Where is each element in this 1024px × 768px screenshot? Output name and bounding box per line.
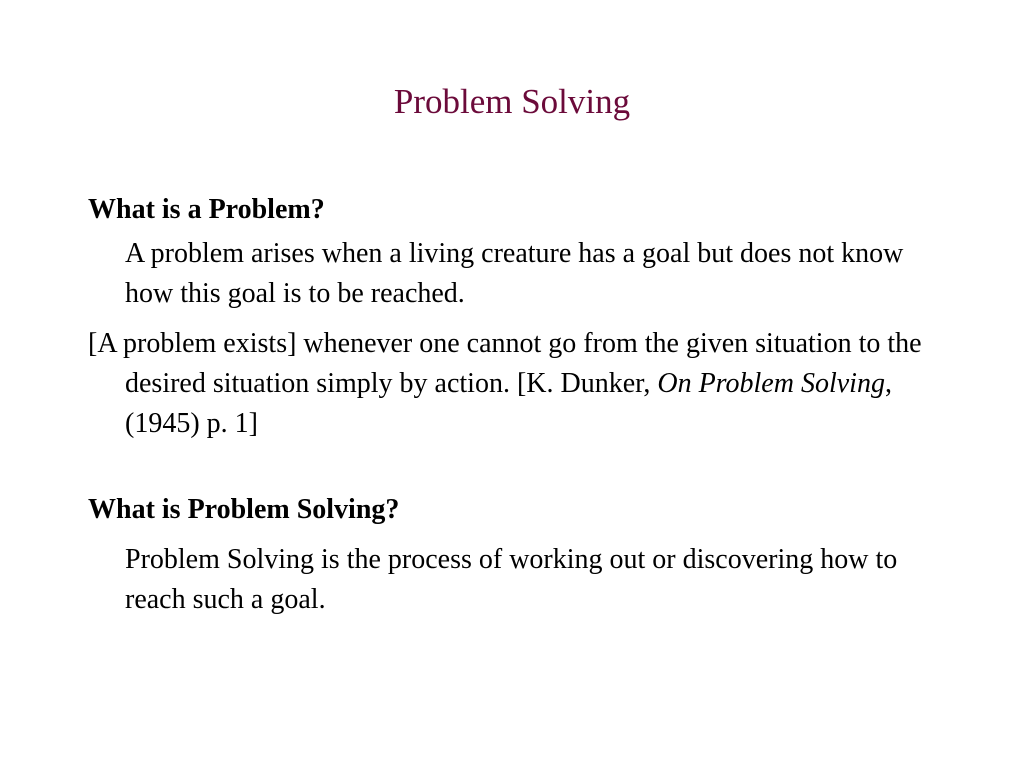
book-title: On Problem Solving — [657, 368, 885, 399]
section-heading-what-is-a-problem: What is a Problem? — [88, 194, 325, 225]
slide-body — [88, 190, 948, 620]
problem-solving-definition: Problem Solving is the process of working out or discovering how to reach such a goal. — [125, 544, 898, 615]
quote-text: [A problem exists] whenever one cannot go from the given situation to the desired situation simply by action. [K. Dunker, — [88, 328, 922, 399]
quote-citation: , (1945) p. 1] — [125, 368, 892, 439]
section-heading-what-is-problem-solving: What is Problem Solving? — [88, 494, 400, 525]
problem-definition: A problem arises when a living creature has a goal but does not know how this goal is to be reached. — [125, 238, 904, 309]
slide-title: Problem Solving — [393, 82, 631, 121]
dunker-quote — [88, 324, 948, 444]
